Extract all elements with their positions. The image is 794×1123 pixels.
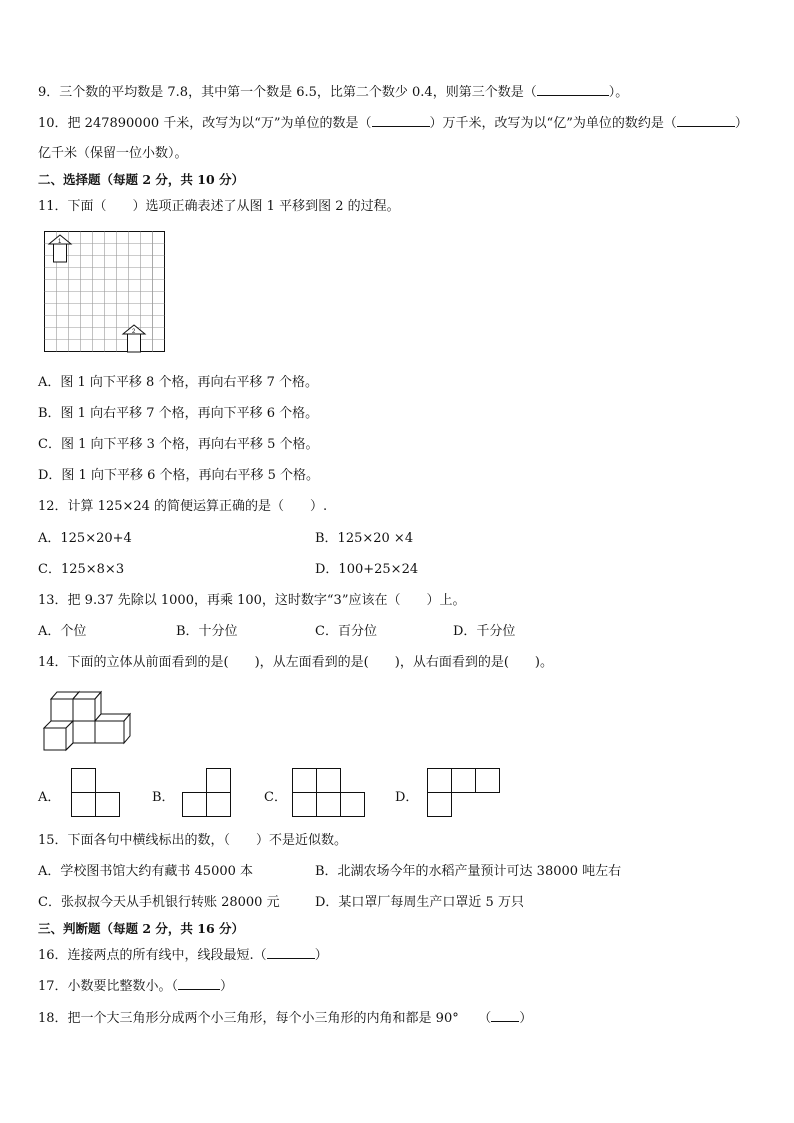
answer-blank[interactable] bbox=[677, 114, 735, 127]
answer-blank[interactable] bbox=[178, 977, 220, 990]
question-12: 12．计算 125×24 的简便运算正确的是（ ）. bbox=[38, 499, 328, 514]
q12-option-c[interactable]: C．125×8×3 bbox=[38, 562, 125, 577]
answer-blank[interactable] bbox=[267, 946, 315, 959]
question-13: 13．把 9.37 先除以 1000，再乘 100，这时数字“3”应该在（ ）上。 bbox=[38, 593, 466, 608]
q11-option-a[interactable]: A．图 1 向下平移 8 个格，再向右平移 7 个格。 bbox=[38, 375, 318, 390]
answer-blank[interactable] bbox=[537, 83, 609, 96]
q14-option-a-view[interactable] bbox=[70, 767, 120, 819]
q14-option-b-label[interactable]: B． bbox=[152, 790, 175, 805]
q11-option-d[interactable]: D．图 1 向下平移 6 个格，再向右平移 5 个格。 bbox=[38, 468, 320, 483]
q16-text-end: ） bbox=[314, 948, 328, 963]
q12-option-d[interactable]: D．100+25×24 bbox=[315, 562, 419, 577]
question-11: 11．下面（ ）选项正确表述了从图 1 平移到图 2 的过程。 bbox=[38, 199, 400, 214]
q14-option-d-label[interactable]: D． bbox=[395, 790, 419, 805]
q15-option-d[interactable]: D．某口罩厂每周生产口罩近 5 万只 bbox=[315, 895, 524, 910]
q15-option-c[interactable]: C．张叔叔今天从手机银行转账 28000 元 bbox=[38, 895, 280, 910]
q13-option-d[interactable]: D．千分位 bbox=[453, 624, 516, 639]
q16-text: 16．连接两点的所有线中，线段最短.（ bbox=[38, 948, 267, 963]
q9-text-end: ）。 bbox=[608, 85, 629, 100]
q18-text: 18．把一个大三角形分成两个小三角形，每个小三角形的内角和都是 90° （ bbox=[38, 1011, 492, 1026]
fig-label-2: 2 bbox=[132, 329, 136, 335]
question-18 bbox=[38, 1009, 532, 1028]
question-16 bbox=[38, 946, 328, 965]
question-17 bbox=[38, 977, 233, 996]
q13-option-b[interactable]: B．十分位 bbox=[176, 624, 238, 639]
q10-text-end: ） bbox=[734, 116, 748, 131]
q15-option-b[interactable]: B．北湖农场今年的水稻产量预计可达 38000 吨左右 bbox=[315, 864, 622, 879]
q18-text-end: ） bbox=[519, 1011, 533, 1026]
q17-text: 17．小数要比整数小。（ bbox=[38, 979, 179, 994]
cube-solid-figure bbox=[40, 684, 135, 754]
translation-grid-figure bbox=[44, 231, 168, 355]
question-10 bbox=[38, 114, 748, 133]
q17-text-end: ） bbox=[220, 979, 234, 994]
q10-text-mid: ）万千米，改写为以“亿”为单位的数约是（ bbox=[429, 116, 677, 131]
q14-option-c-view[interactable] bbox=[291, 767, 366, 819]
q13-option-a[interactable]: A．个位 bbox=[38, 624, 87, 639]
section-title-choice: 二、选择题（每题 2 分，共 10 分） bbox=[38, 172, 245, 187]
q11-option-b[interactable]: B．图 1 向右平移 7 个格，再向下平移 6 个格。 bbox=[38, 406, 319, 421]
answer-blank[interactable] bbox=[372, 114, 430, 127]
question-9 bbox=[38, 83, 628, 102]
question-15: 15．下面各句中横线标出的数，（ ）不是近似数。 bbox=[38, 833, 348, 848]
q15-option-a[interactable]: A．学校图书馆大约有藏书 45000 本 bbox=[38, 864, 254, 879]
q10-text: 10．把 247890000 千米，改写为以“万”为单位的数是（ bbox=[38, 116, 372, 131]
q9-text: 9．三个数的平均数是 7.8，其中第一个数是 6.5，比第二个数少 0.4，则第三个数是（ bbox=[38, 85, 537, 100]
q12-option-a[interactable]: A．125×20+4 bbox=[38, 531, 132, 546]
answer-blank[interactable] bbox=[491, 1009, 519, 1022]
q12-option-b[interactable]: B．125×20 ×4 bbox=[315, 531, 414, 546]
question-14: 14．下面的立体从前面看到的是( )，从左面看到的是( )，从右面看到的是( )。 bbox=[38, 655, 553, 670]
q14-option-b-view[interactable] bbox=[181, 767, 231, 819]
q11-option-c[interactable]: C．图 1 向下平移 3 个格，再向右平移 5 个格。 bbox=[38, 437, 319, 452]
question-10-cont: 亿千米（保留一位小数）。 bbox=[38, 146, 188, 161]
q14-option-d-view[interactable] bbox=[426, 767, 501, 819]
q14-option-c-label[interactable]: C． bbox=[264, 790, 287, 805]
section-title-judgement: 三、判断题（每题 2 分，共 16 分） bbox=[38, 921, 245, 936]
q14-option-a-label[interactable]: A． bbox=[38, 790, 61, 805]
q13-option-c[interactable]: C．百分位 bbox=[315, 624, 377, 639]
fig-label-1: 1 bbox=[58, 239, 62, 245]
